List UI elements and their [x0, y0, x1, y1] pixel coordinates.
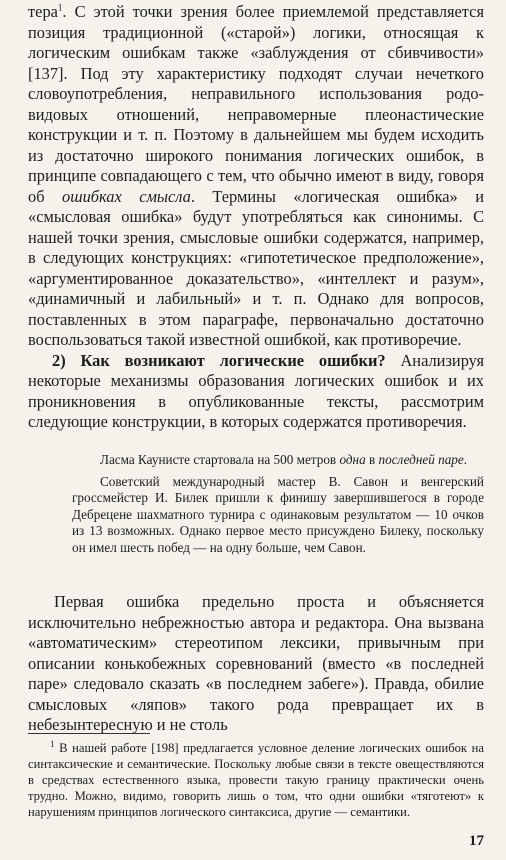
example-1-mid: в — [365, 452, 379, 467]
footnote-1 — [28, 740, 484, 820]
example-1-end: . — [463, 452, 468, 467]
footnote-divider — [28, 733, 150, 734]
example-1-italic-1: одна — [339, 452, 366, 467]
example-2: Советский международный мастер В. Савон и венгерский гроссмейстер И. Билек пришли к финишу завершившегося в городе Дебрецене шахматного турнира с одинаковым результатом — 10 очков из 13 возможных. Однако первое место присуждено Билеку, поскольку он имел шесть побед — на одну больше, чем Савон. — [72, 473, 484, 555]
paragraph-2 — [28, 351, 484, 433]
footnotes — [28, 740, 484, 820]
footnote-ref: 1 — [57, 2, 63, 13]
examples-block — [72, 452, 484, 557]
main-text-bottom — [28, 592, 484, 736]
footnote-text: В нашей работе [198] предлагается условное деление логических ошибок на синтаксические и семантические. Поскольку любые связи в тексте овеществляются в средствах естественного языка, провести такую границу практически очень трудно. Можно, видимо, говорить лишь о том, что одни ошибки «тяготеют» к нарушениям принципов логического синтаксиса, другие — семантики. — [28, 741, 484, 819]
page-number: 17 — [469, 833, 484, 849]
paragraph-1-text: . С этой точки зрения более приемлемой представляется позиция традиционной («старой») логики, относящая к логическим ошибкам также «заблуждения от сбивчивости» [137]. Под эту характеристику подходят случаи нечеткого словоупотребления, неправильного использования родо-видовых отношений, неправомерные плеонастические конструкции и т. п. Поэтому в дальнейшем мы будем исходить из достаточно широкого понимания логических ошибок, в принципе совпадающего с тем, что обычно имеют в виду, говоря об — [28, 2, 484, 206]
example-1-italic-2: последней паре — [378, 452, 464, 467]
example-1 — [72, 452, 484, 469]
book-page — [28, 0, 484, 860]
paragraph-1 — [28, 2, 484, 351]
paragraph-1-tail: . Термины «логическая ошибка» и «смысловая ошибка» будут употребляться как синонимы. С нашей точки зрения, смысловые ошибки содержатся, например, в следующих конструкциях: «гипотетическое предположение», «аргументированное доказательство», «интеллект и разум», «динамичный и лабильный» и т. п. Однако для вопросов, поставленных в этом параграфе, первоначально достаточно воспользоваться такой известной ошибкой, как противоречие. — [28, 186, 484, 349]
section-heading: 2) Как возникают логические ошибки? — [52, 350, 386, 370]
footnote-marker: 1 — [50, 738, 55, 749]
main-text-top — [28, 2, 484, 433]
paragraph-1-lead: тера — [28, 2, 58, 21]
paragraph-2-text: Анализируя некоторые механизмы образования логических ошибок и их проникновения в опубликованные тексты, рассмотрим следующие конструкции, в которых содержатся противоречия. — [28, 350, 484, 431]
paragraph-1-italic: ошибках смысла — [62, 186, 191, 206]
paragraph-3: Первая ошибка предельно проста и объясняется исключительно небрежностью автора и редактора. Она вызвана «автоматическим» стереотипом лексики, привычным при описании конькобежных соревнований (вместо «в последней паре» следовало сказать «в последнем забеге»). Правда, обилие смысловых «ляпов» такого рода превращает их в небезынтересную и не столь — [28, 592, 484, 734]
example-1-start: Ласма Каунисте стартовала на 500 метров — [100, 452, 340, 467]
